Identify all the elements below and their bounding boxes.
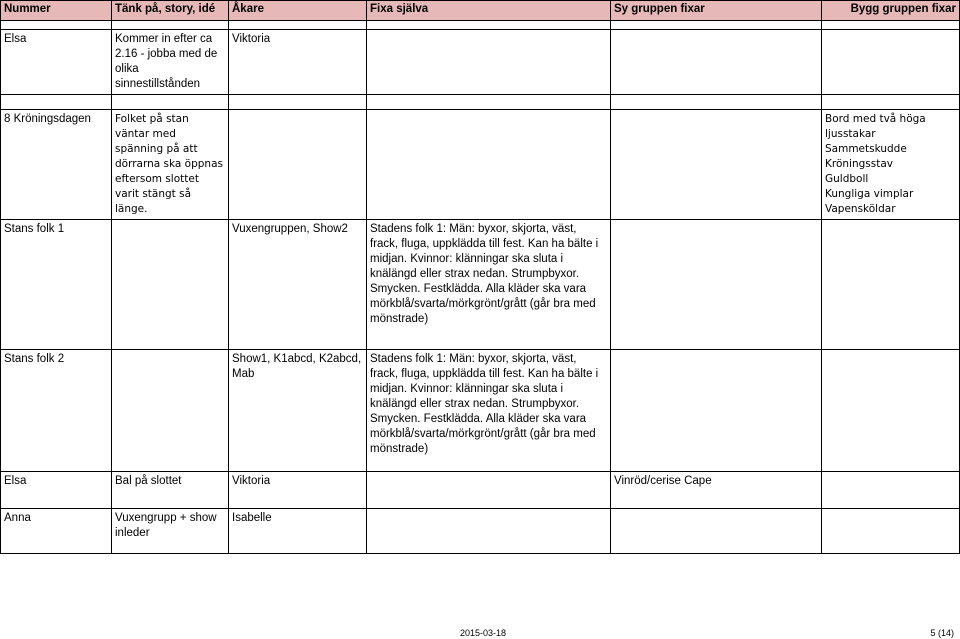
cell-nummer: Elsa [1, 472, 112, 509]
cell-fixa: Stadens folk 1: Män: byxor, skjorta, väst, frack, fluga, uppklädda till fest. Kan ha bälte i midjan. Kvinnor: klänningar ska sluta i knälängd eller strax nedan. Strumpbyxor. Smycken. Festklädda. Alla kläder ska vara mörkblå/svarta/mörkgrönt/grått (går bra med mönstrade) [367, 220, 611, 350]
cell-akare: Vuxengruppen, Show2 [229, 220, 367, 350]
header-row [1, 1, 960, 21]
cell-bygg [822, 30, 960, 95]
table-row [1, 110, 960, 220]
cell-sy: Vinröd/cerise Cape [611, 472, 822, 509]
cell-akare [229, 110, 367, 220]
cell-sy [611, 110, 822, 220]
cell-nummer: Anna [1, 509, 112, 554]
cell-story: Kommer in efter ca 2.16 - jobba med de olika sinnestillstånden [112, 30, 229, 95]
cell-sy [611, 30, 822, 95]
table-row [1, 472, 960, 509]
cell-akare: Viktoria [229, 472, 367, 509]
header-sy: Sy gruppen fixar [611, 1, 822, 21]
cell-story: Vuxengrupp + show inleder [112, 509, 229, 554]
cell-akare: Show1, K1abcd, K2abcd, Mab [229, 350, 367, 472]
cell-bygg [822, 472, 960, 509]
cell-story [112, 220, 229, 350]
table-row [1, 30, 960, 95]
table-row [1, 350, 960, 472]
table-row [1, 220, 960, 350]
cell-sy [611, 509, 822, 554]
cell-fixa [367, 472, 611, 509]
cell-bygg [822, 220, 960, 350]
footer-date: 2015-03-18 [460, 628, 507, 638]
cell-fixa [367, 30, 611, 95]
cell-sy [611, 220, 822, 350]
cell-nummer: Stans folk 2 [1, 350, 112, 472]
cell-bygg [822, 350, 960, 472]
cell-fixa [367, 110, 611, 220]
cell-akare: Viktoria [229, 30, 367, 95]
table-row [1, 509, 960, 554]
cell-story [112, 350, 229, 472]
header-nummer: Nummer [1, 1, 112, 21]
cell-nummer: Stans folk 1 [1, 220, 112, 350]
cell-fixa: Stadens folk 1: Män: byxor, skjorta, väst, frack, fluga, uppklädda till fest. Kan ha bälte i midjan. Kvinnor: klänningar ska sluta i knälängd eller strax nedan. Strumpbyxor. Smycken. Festklädda. Alla kläder ska vara mörkblå/svarta/mörkgrönt/grått (går bra med mönstrade) [367, 350, 611, 472]
spacer-row [1, 21, 960, 30]
footer-page-number: 5 (14) [930, 628, 954, 638]
header-bygg: Bygg gruppen fixar [822, 1, 960, 21]
spacer-row [1, 95, 960, 110]
cell-nummer: 8 Kröningsdagen [1, 110, 112, 220]
cell-story: Folket på stan väntar med spänning på att dörrarna ska öppnas eftersom slottet varit stängt så länge. [112, 110, 229, 220]
cell-nummer: Elsa [1, 30, 112, 95]
header-story: Tänk på, story, idé [112, 1, 229, 21]
cell-akare: Isabelle [229, 509, 367, 554]
cell-bygg [822, 509, 960, 554]
header-akare: Åkare [229, 1, 367, 21]
cell-bygg: Bord med två höga ljusstakar Sammetskudde Kröningsstav Guldboll Kungliga vimplar Vapensköldar [822, 110, 960, 220]
cell-story: Bal på slottet [112, 472, 229, 509]
cell-fixa [367, 509, 611, 554]
cell-sy [611, 350, 822, 472]
header-fixa: Fixa själva [367, 1, 611, 21]
